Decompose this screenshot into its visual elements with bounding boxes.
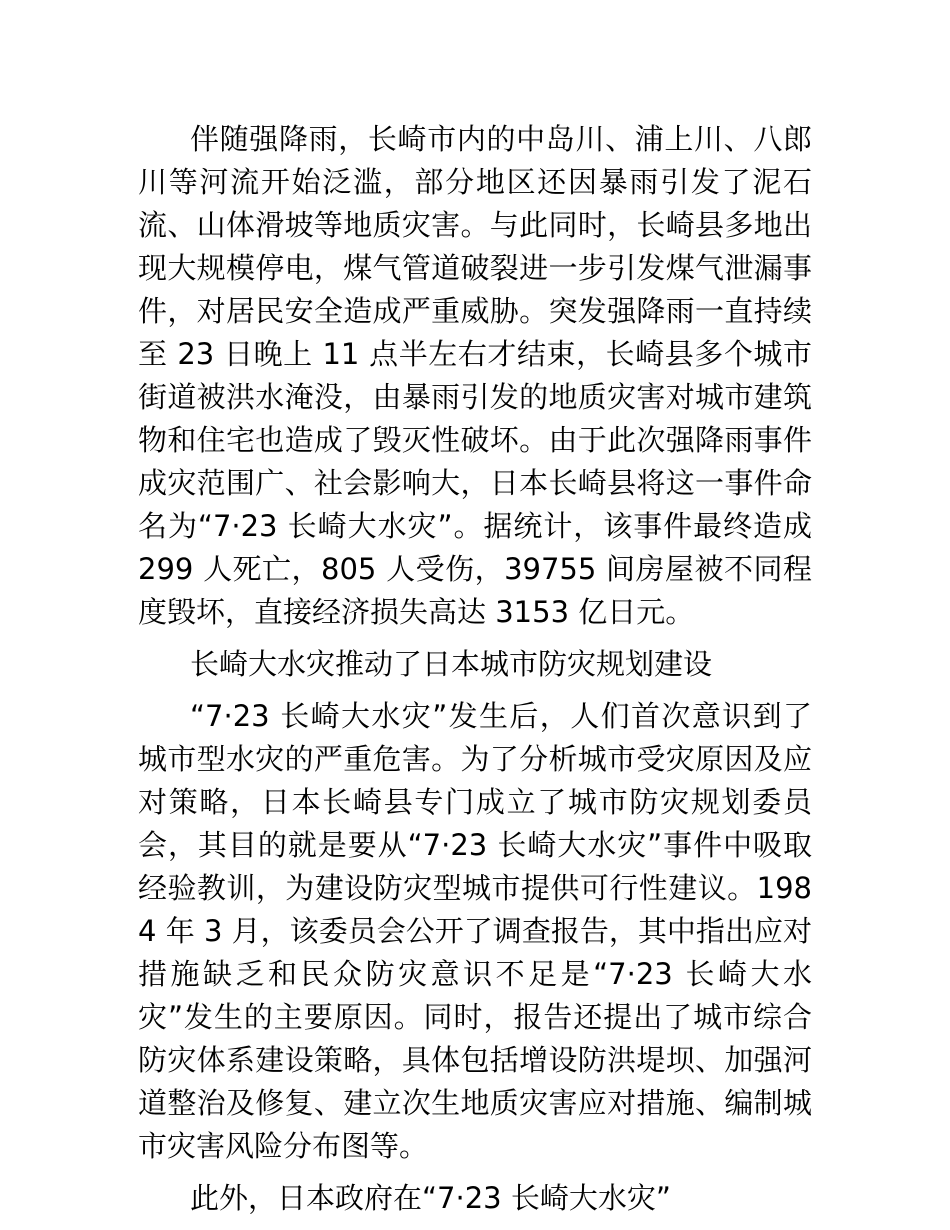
section-heading-disaster-planning: 长崎大水灾推动了日本城市防灾规划建设 (190, 647, 713, 681)
paragraph-flood-impact: 伴随强降雨，长崎市内的中岛川、浦上川、八郎川等河流开始泛滥，部分地区还因暴雨引发了泥石流、山体滑坡等地质灾害。与此同时，长崎县多地出现大规模停电，煤气管道破裂进一步引发煤气泄漏事件，对居民安全造成严重威胁。突发强降雨一直持续至 23 日晚上 11 点半左右才结束，长崎县多个城市街道被洪水淹没，由暴雨引发的地质灾害对城市建筑物和住宅也造成了毁灭性破坏。由于此次强降雨事件成灾范围广、社会影响大，日本长崎县将这一事件命名为“7·23 长崎大水灾”。据统计，该事件最终造成 299 人死亡，805 人受伤，39755 间房屋被不同程度毁坏，直接经济损失高达 3153 亿日元。 (138, 122, 812, 629)
paragraph-government-followup-truncated: 此外，日本政府在“7·23 长崎大水灾” (190, 1181, 671, 1215)
paragraph-planning-committee-report: “7·23 长崎大水灾”发生后，人们首次意识到了城市型水灾的严重危害。为了分析城市受灾原因及应对策略，日本长崎县专门成立了城市防灾规划委员会，其目的就是要从“7·23 长崎大水灾”事件中吸取经验教训，为建设防灾型城市提供可行性建议。1984 年 3 月，该委员会公开了调查报告，其中指出应对措施缺乏和民众防灾意识不足是“7·23 长崎大水灾”发生的主要原因。同时，报告还提出了城市综合防灾体系建设策略，具体包括增设防洪堤坝、加强河道整治及修复、建立次生地质灾害应对措施、编制城市灾害风险分布图等。 (138, 699, 812, 1163)
